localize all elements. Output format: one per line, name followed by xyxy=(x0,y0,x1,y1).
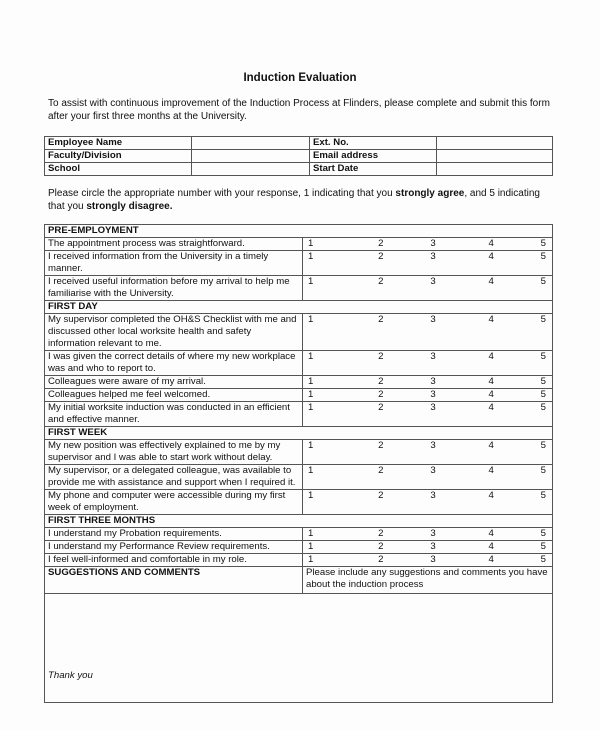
rating-option-3[interactable]: 3 xyxy=(430,389,436,400)
start-date-label: Start Date xyxy=(310,163,437,176)
rating-option-2[interactable]: 2 xyxy=(378,528,384,539)
rating-option-2[interactable]: 2 xyxy=(378,402,384,413)
rating-option-5[interactable]: 5 xyxy=(540,465,546,476)
rating-option-1[interactable]: 1 xyxy=(308,351,314,362)
rating-option-4[interactable]: 4 xyxy=(488,238,494,249)
rating-options xyxy=(303,376,552,388)
suggestions-body-row xyxy=(45,594,553,703)
question-text: My supervisor, or a delegated colleague, was available to provide me with assistance and support when I required it. xyxy=(45,465,303,490)
rating-scale xyxy=(303,402,553,427)
school-label: School xyxy=(45,163,192,176)
email-address-label: Email address xyxy=(310,150,437,163)
question-text: I feel well-informed and comfortable in my role. xyxy=(45,554,303,567)
instructions-strongly-disagree: strongly disagree. xyxy=(86,201,173,212)
rating-option-1[interactable]: 1 xyxy=(308,490,314,501)
rating-scale xyxy=(303,440,553,465)
rating-option-4[interactable]: 4 xyxy=(488,314,494,325)
rating-option-2[interactable]: 2 xyxy=(378,314,384,325)
rating-option-3[interactable]: 3 xyxy=(430,314,436,325)
rating-option-5[interactable]: 5 xyxy=(540,276,546,287)
rating-scale xyxy=(303,314,553,351)
intro-paragraph: To assist with continuous improvement of the Induction Process at Flinders, please complete and submit this form after your first three months at the University. xyxy=(48,98,550,122)
rating-option-3[interactable]: 3 xyxy=(430,440,436,451)
rating-scale xyxy=(303,351,553,376)
rating-options xyxy=(303,440,552,452)
question-row xyxy=(45,541,553,554)
rating-option-1[interactable]: 1 xyxy=(308,276,314,287)
rating-option-3[interactable]: 3 xyxy=(430,238,436,249)
question-row xyxy=(45,528,553,541)
rating-option-1[interactable]: 1 xyxy=(308,314,314,325)
question-text: I was given the correct details of where my new workplace was and who to report to. xyxy=(45,351,303,376)
rating-option-1[interactable]: 1 xyxy=(308,465,314,476)
rating-option-5[interactable]: 5 xyxy=(540,490,546,501)
rating-option-5[interactable]: 5 xyxy=(540,389,546,400)
section-header-row xyxy=(45,225,553,238)
rating-options xyxy=(303,238,552,250)
instructions-part2: , and 5 indicating that you xyxy=(48,188,540,212)
rating-option-2[interactable]: 2 xyxy=(378,389,384,400)
rating-option-2[interactable]: 2 xyxy=(378,276,384,287)
question-row xyxy=(45,314,553,351)
rating-option-4[interactable]: 4 xyxy=(488,554,494,565)
faculty-division-label: Faculty/Division xyxy=(45,150,192,163)
rating-option-3[interactable]: 3 xyxy=(430,490,436,501)
rating-option-4[interactable]: 4 xyxy=(488,528,494,539)
question-text: I understand my Performance Review requirements. xyxy=(45,541,303,554)
rating-option-4[interactable]: 4 xyxy=(488,276,494,287)
ext-no-field[interactable] xyxy=(437,137,553,150)
evaluation-body xyxy=(45,225,553,567)
rating-option-2[interactable]: 2 xyxy=(378,465,384,476)
rating-scale xyxy=(303,276,553,301)
rating-option-3[interactable]: 3 xyxy=(430,402,436,413)
employee-info-table xyxy=(44,136,553,176)
rating-options xyxy=(303,389,552,401)
rating-options xyxy=(303,314,552,326)
rating-option-3[interactable]: 3 xyxy=(430,554,436,565)
rating-option-4[interactable]: 4 xyxy=(488,376,494,387)
question-row xyxy=(45,490,553,515)
question-text: My phone and computer were accessible during my first week of employment. xyxy=(45,490,303,515)
rating-option-1[interactable]: 1 xyxy=(308,554,314,565)
school-field[interactable] xyxy=(192,163,310,176)
employee-name-label: Employee Name xyxy=(45,137,192,150)
question-text: My initial worksite induction was conducted in an efficient and effective manner. xyxy=(45,402,303,427)
rating-option-1[interactable]: 1 xyxy=(308,251,314,262)
rating-scale xyxy=(303,389,553,402)
rating-option-2[interactable]: 2 xyxy=(378,440,384,451)
rating-option-5[interactable]: 5 xyxy=(540,402,546,413)
question-text: I received information from the University in a timely manner. xyxy=(45,251,303,276)
rating-option-4[interactable]: 4 xyxy=(488,541,494,552)
rating-scale xyxy=(303,528,553,541)
rating-option-5[interactable]: 5 xyxy=(540,251,546,262)
instructions-part1: Please circle the appropriate number with your response, 1 indicating that you xyxy=(48,188,396,199)
rating-option-2[interactable]: 2 xyxy=(378,376,384,387)
rating-option-3[interactable]: 3 xyxy=(430,251,436,262)
info-row xyxy=(45,163,553,176)
question-row xyxy=(45,376,553,389)
suggestions-prompt: Please include any suggestions and comments you have about the induction process xyxy=(303,567,553,594)
rating-instructions xyxy=(48,187,558,213)
rating-option-5[interactable]: 5 xyxy=(540,541,546,552)
rating-option-4[interactable]: 4 xyxy=(488,251,494,262)
suggestions-heading: SUGGESTIONS AND COMMENTS xyxy=(45,567,303,594)
rating-options xyxy=(303,402,552,414)
rating-options xyxy=(303,351,552,363)
rating-scale xyxy=(303,490,553,515)
rating-option-5[interactable]: 5 xyxy=(540,314,546,325)
question-text: My new position was effectively explained to me by my supervisor and I was able to start work without delay. xyxy=(45,440,303,465)
section-header-row xyxy=(45,515,553,528)
rating-option-1[interactable]: 1 xyxy=(308,440,314,451)
question-row xyxy=(45,251,553,276)
suggestions-comment-area[interactable] xyxy=(45,594,553,703)
question-row xyxy=(45,465,553,490)
question-text: I understand my Probation requirements. xyxy=(45,528,303,541)
rating-option-1[interactable]: 1 xyxy=(308,238,314,249)
rating-option-2[interactable]: 2 xyxy=(378,251,384,262)
rating-option-4[interactable]: 4 xyxy=(488,351,494,362)
rating-option-3[interactable]: 3 xyxy=(430,465,436,476)
instructions-strongly-agree: strongly agree xyxy=(395,188,465,199)
suggestions-section xyxy=(45,567,553,703)
rating-option-5[interactable]: 5 xyxy=(540,554,546,565)
rating-option-5[interactable]: 5 xyxy=(540,528,546,539)
form-title: Induction Evaluation xyxy=(243,72,357,84)
question-row xyxy=(45,554,553,567)
email-address-field[interactable] xyxy=(437,150,553,163)
rating-scale xyxy=(303,465,553,490)
rating-option-5[interactable]: 5 xyxy=(540,440,546,451)
employee-name-field[interactable] xyxy=(192,137,310,150)
rating-option-3[interactable]: 3 xyxy=(430,528,436,539)
question-row xyxy=(45,389,553,402)
rating-option-1[interactable]: 1 xyxy=(308,389,314,400)
rating-option-2[interactable]: 2 xyxy=(378,490,384,501)
rating-option-3[interactable]: 3 xyxy=(430,351,436,362)
question-text: My supervisor completed the OH&S Checklist with me and discussed other local worksite health and safety information relevant to me. xyxy=(45,314,303,351)
question-text: Colleagues helped me feel welcomed. xyxy=(45,389,303,402)
section-heading: FIRST THREE MONTHS xyxy=(45,515,553,528)
question-row xyxy=(45,351,553,376)
rating-option-5[interactable]: 5 xyxy=(540,351,546,362)
start-date-field[interactable] xyxy=(437,163,553,176)
rating-option-3[interactable]: 3 xyxy=(430,541,436,552)
rating-option-1[interactable]: 1 xyxy=(308,402,314,413)
ext-no-label: Ext. No. xyxy=(310,137,437,150)
section-heading: FIRST WEEK xyxy=(45,427,553,440)
section-header-row xyxy=(45,427,553,440)
rating-option-1[interactable]: 1 xyxy=(308,528,314,539)
rating-options xyxy=(303,541,552,553)
rating-option-2[interactable]: 2 xyxy=(378,554,384,565)
rating-option-4[interactable]: 4 xyxy=(488,440,494,451)
question-row xyxy=(45,238,553,251)
evaluation-table xyxy=(44,224,553,703)
rating-scale xyxy=(303,554,553,567)
section-heading: FIRST DAY xyxy=(45,301,553,314)
info-row xyxy=(45,137,553,150)
question-row xyxy=(45,440,553,465)
rating-options xyxy=(303,490,552,502)
faculty-division-field[interactable] xyxy=(192,150,310,163)
section-header-row xyxy=(45,301,553,314)
rating-option-5[interactable]: 5 xyxy=(540,238,546,249)
rating-option-2[interactable]: 2 xyxy=(378,541,384,552)
rating-option-2[interactable]: 2 xyxy=(378,351,384,362)
question-row xyxy=(45,276,553,301)
question-row xyxy=(45,402,553,427)
rating-option-4[interactable]: 4 xyxy=(488,402,494,413)
question-text: I received useful information before my arrival to help me familiarise with the University. xyxy=(45,276,303,301)
rating-option-4[interactable]: 4 xyxy=(488,465,494,476)
question-text: The appointment process was straightforward. xyxy=(45,238,303,251)
rating-options xyxy=(303,528,552,540)
section-heading: PRE-EMPLOYMENT xyxy=(45,225,553,238)
rating-option-1[interactable]: 1 xyxy=(308,376,314,387)
rating-scale xyxy=(303,376,553,389)
rating-option-5[interactable]: 5 xyxy=(540,376,546,387)
info-row xyxy=(45,150,553,163)
question-text: Colleagues were aware of my arrival. xyxy=(45,376,303,389)
thank-you-text: Thank you xyxy=(48,670,93,681)
rating-option-4[interactable]: 4 xyxy=(488,389,494,400)
rating-option-3[interactable]: 3 xyxy=(430,376,436,387)
rating-scale xyxy=(303,251,553,276)
rating-options xyxy=(303,554,552,566)
rating-options xyxy=(303,276,552,288)
rating-options xyxy=(303,251,552,263)
rating-option-3[interactable]: 3 xyxy=(430,276,436,287)
suggestions-header-row xyxy=(45,567,553,594)
rating-option-2[interactable]: 2 xyxy=(378,238,384,249)
rating-option-1[interactable]: 1 xyxy=(308,541,314,552)
rating-scale xyxy=(303,238,553,251)
rating-scale xyxy=(303,541,553,554)
rating-options xyxy=(303,465,552,477)
rating-option-4[interactable]: 4 xyxy=(488,490,494,501)
